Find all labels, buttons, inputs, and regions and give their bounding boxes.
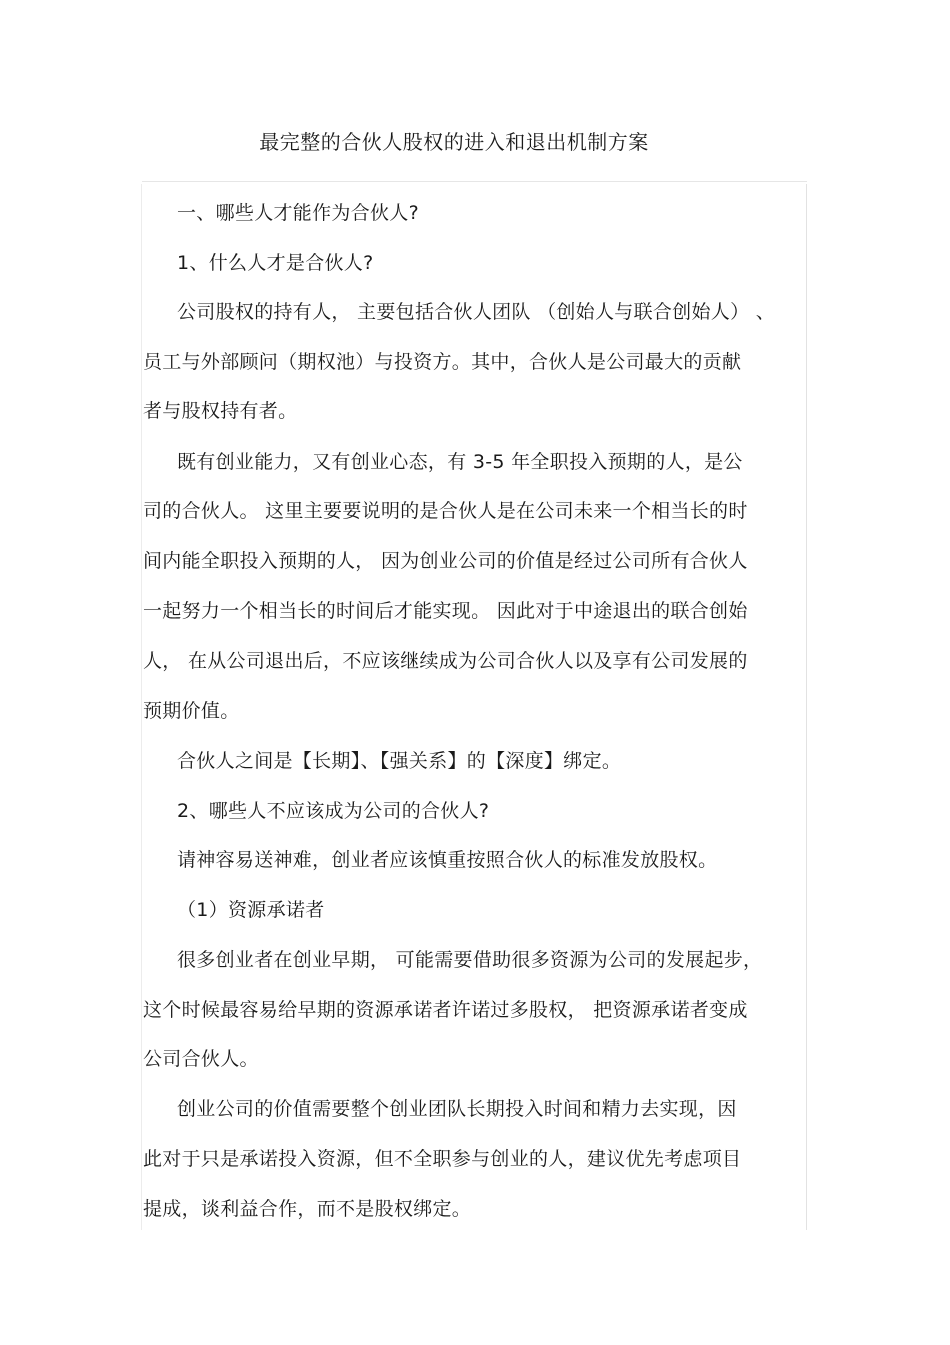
paragraph-line: 此对于只是承诺投入资源，但不全职参与创业的人，建议优先考虑项目	[143, 1148, 742, 1170]
paragraph-line: 一起努力一个相当长的时间后才能实现。 因此对于中途退出的联合创始	[143, 600, 748, 622]
heading-subsection-1: 1、什么人才是合伙人?	[177, 252, 374, 274]
paragraph-line: 公司股权的持有人， 主要包括合伙人团队 （创始人与联合创始人） 、	[177, 301, 776, 323]
paragraph-line: 合伙人之间是【长期】、【强关系】的【深度】绑定。	[177, 750, 622, 772]
heading-subsection-2: 2、哪些人不应该成为公司的合伙人?	[177, 800, 490, 822]
paragraph-line: 司的合伙人。 这里主要要说明的是合伙人是在公司未来一个相当长的时	[143, 500, 748, 522]
paragraph-line: 很多创业者在创业早期， 可能需要借助很多资源为公司的发展起步，	[177, 949, 763, 971]
document-title: 最完整的合伙人股权的进入和退出机制方案	[259, 130, 649, 154]
heading-item-1: （1）资源承诺者	[177, 899, 325, 921]
frame-right-border	[806, 184, 807, 1230]
paragraph-line: 创业公司的价值需要整个创业团队长期投入时间和精力去实现，因	[177, 1098, 737, 1120]
frame-top-border	[142, 181, 807, 182]
paragraph-line: 请神容易送神难，创业者应该慎重按照合伙人的标准发放股权。	[177, 849, 718, 871]
heading-section-1: 一、哪些人才能作为合伙人?	[177, 202, 419, 224]
paragraph-line: 员工与外部顾问（期权池）与投资方。其中，合伙人是公司最大的贡献	[143, 351, 742, 373]
paragraph-line: 公司合伙人。	[143, 1048, 259, 1070]
paragraph-line: 人， 在从公司退出后，不应该继续成为公司合伙人以及享有公司发展的	[143, 650, 748, 672]
paragraph-line: 者与股权持有者。	[143, 400, 298, 422]
paragraph-line: 预期价值。	[143, 700, 240, 722]
paragraph-line: 提成，谈利益合作，而不是股权绑定。	[143, 1198, 472, 1220]
paragraph-line: 既有创业能力，又有创业心态，有 3-5 年全职投入预期的人，是公	[177, 451, 743, 473]
paragraph-line: 这个时候最容易给早期的资源承诺者许诺过多股权， 把资源承诺者变成	[143, 999, 748, 1021]
paragraph-line: 间内能全职投入预期的人， 因为创业公司的价值是经过公司所有合伙人	[143, 550, 748, 572]
frame-left-border	[141, 184, 142, 1230]
